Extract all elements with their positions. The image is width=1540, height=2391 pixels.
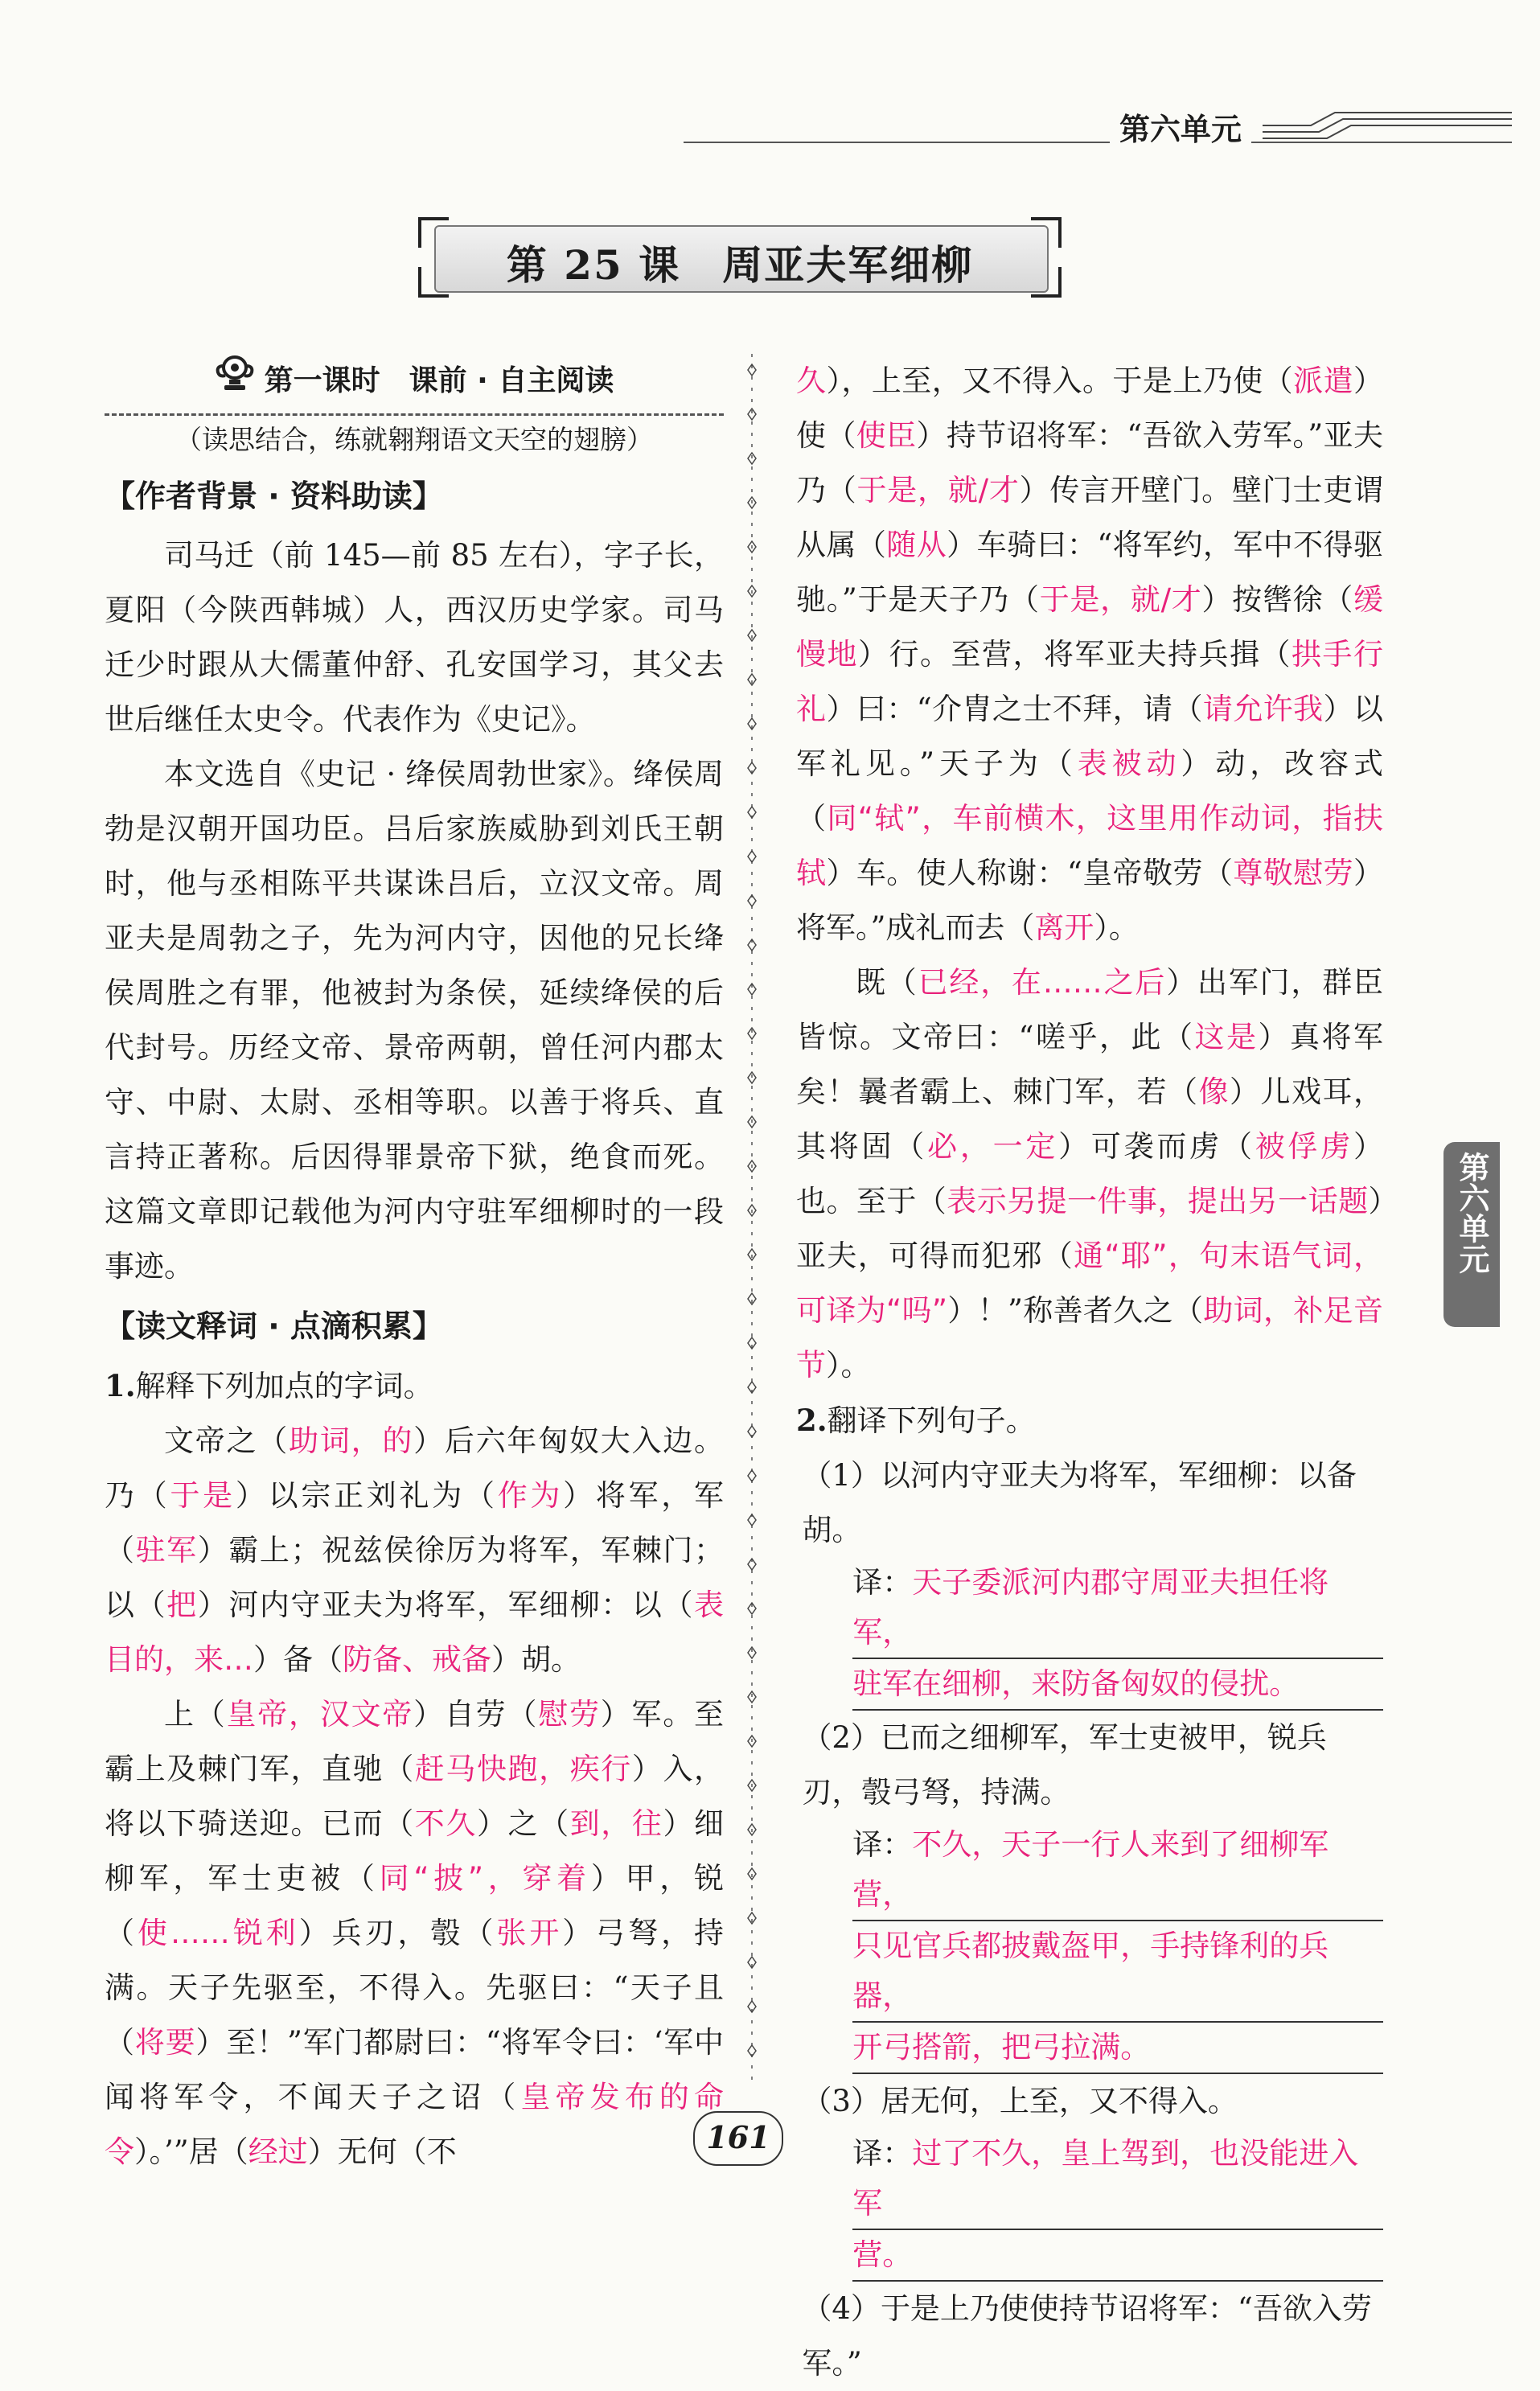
handwritten-annotation: 防备、戒备 [343,1641,491,1677]
item-sentence: 以河内守亚夫为将军，军细柳：以备胡。 [802,1458,1357,1547]
passage-text: ）也。至于（ [796,1129,1384,1218]
handwritten-annotation: 作为 [497,1477,564,1513]
passage-paragraph [105,1414,724,1687]
handwritten-annotation: 像 [1198,1074,1230,1109]
handwritten-annotation: 派遣 [1293,364,1354,398]
translation-sentence [802,2282,1383,2391]
passage-text: ），上至，又不得入。于是上乃使（ [826,364,1294,398]
passage-text: 文帝之（ [164,1423,290,1458]
header-decoration [1263,109,1512,142]
translation-item [796,1711,1383,2074]
answer-line [852,1558,1383,1659]
handwritten-answer: 不久，天子一行人来到了细柳军营， [852,1827,1329,1912]
handwritten-annotation: 赶马快跑，疾行 [414,1751,632,1786]
question-text: 翻译下列句子。 [827,1403,1036,1438]
item-sentence: 已而之细柳军，军士吏被甲，锐兵刃，彀弓弩，持满。 [802,1720,1327,1810]
passage-text: ）。’”居（ [134,2134,248,2169]
left-column [105,354,724,2179]
handwritten-annotation: 同“轼”，车前横木，这里用作动词，指扶轼 [796,801,1384,890]
item-sentence: 居无何，上至，又不得入。 [880,2084,1238,2118]
passage-text: ）后六年匈奴大入边。乃（ [105,1423,725,1513]
passage-text: ）以军礼见。”天子为（ [796,692,1384,781]
answer-line [852,2129,1383,2230]
divider-diamond [748,1470,756,1481]
question-2 [796,1393,1383,1448]
handwritten-annotation: 把 [166,1587,198,1622]
period-heading [105,354,724,410]
handwritten-annotation: 离开 [1034,910,1094,945]
passage-paragraph-continued [796,354,1383,955]
passage-text: ）行。至营，将军亚夫持兵揖（ [858,637,1292,672]
answer-block [852,1820,1383,2074]
answer-line [852,2023,1383,2074]
passage-text: ）传言开壁门。壁门士吏谓从属（ [796,473,1384,562]
lesson-title-box [418,217,1062,298]
handwritten-annotation: 这是 [1194,1020,1259,1054]
right-column [796,354,1383,2391]
passage-text: ）曰：“介胄之士不拜，请（ [826,692,1203,726]
translation-list [796,1448,1383,2391]
section-heading-background: 【作者背景 · 资料助读】 [105,478,443,514]
handwritten-annotation: 助词，的 [289,1423,414,1458]
passage-text: ）胡。 [491,1641,581,1677]
handwritten-answer: 只见官兵都披戴盔甲，手持锋利的兵器， [852,1929,1329,2013]
unit-header [684,103,1512,147]
passage-text: ）之（ [476,1806,570,1841]
passage-text: ）以宗正刘礼为（ [235,1477,498,1513]
translation-label: 译： [852,1565,913,1600]
answer-line [852,1921,1383,2023]
passage-text: ）将军。”成礼而去（ [796,856,1384,945]
handwritten-annotation: 使臣 [856,418,917,453]
handwritten-annotation: 使……锐利 [137,1915,299,1950]
passage-text: ）细柳军，军士吏被（ [105,1806,725,1896]
handwritten-annotation: 不久 [414,1806,477,1841]
divider-diamond [748,851,756,862]
handwritten-annotation: 缓慢地 [796,582,1383,672]
translation-label: 译： [852,2136,913,2171]
answer-line [852,2230,1383,2282]
period-title: 第一课时 课前 · 自主阅读 [264,364,614,397]
item-label: （3） [802,2084,881,2118]
handwritten-answer: 驻军在细柳，来防备匈奴的侵扰。 [852,1666,1300,1701]
handwritten-annotation: 将要 [134,2024,196,2060]
passage-text: ）按辔徐（ [1201,582,1353,617]
answer-block [852,1558,1383,1711]
passage-text: ）亚夫，可得而犯邪（ [796,1184,1384,1273]
passage-text: ）军。至霸上及棘门军，直驰（ [105,1696,725,1786]
passage-text: ）使（ [796,364,1384,453]
column-divider [744,354,760,2083]
passage-text: ）入，将以下骑送迎。已而（ [105,1751,725,1841]
handwritten-answer: 过了不久，皇上驾到，也没能进入军 [852,2136,1359,2221]
translation-sentence [802,1448,1383,1558]
translation-item [796,2074,1383,2282]
passage-paragraph [105,1687,724,2179]
passage-text: ）！”称善者久之（ [947,1293,1204,1328]
source-paragraph: 本文选自《史记 · 绛侯周勃世家》。绛侯周勃是汉朝开国功臣。吕后家族威胁到刘氏王朝时，他与丞相陈平共谋诛吕后，立汉文帝。周亚夫是周勃之子，先为河内守，因他的兄长绛侯周胜之有罪，他被封为条侯，延续绛侯的后代封号。历经文帝、景帝两朝，曾任河内郡太守、中尉、太尉、丞相等职。以善于将兵、直言持正著称。后因得罪景帝下狱，绝食而死。这篇文章即记载他为河内守驻军细柳时的一段事迹。 [105,756,724,1284]
passage-text: ）出军门，群臣皆惊。文帝曰：“嗟乎，此（ [796,965,1384,1054]
passage-text: ）弓弩，持满。天子先驱至，不得入。先驱曰：“天子且（ [105,1915,725,2060]
period-subtitle: （读思结合，练就翱翔语文天空的翅膀） [105,413,724,464]
handwritten-annotation: 皇帝，汉文帝 [226,1696,414,1732]
answer-line [852,1820,1383,1921]
handwritten-annotation: 皇帝发布的命令 [105,2079,725,2169]
handwritten-answer: 营。 [852,2237,913,2272]
handwritten-annotation: 久 [796,364,827,398]
translation-sentence [802,2074,1383,2129]
handwritten-annotation: 于是，就/才 [1039,582,1202,617]
passage-text: ）将军，军（ [105,1477,725,1567]
passage-text: ）自劳（ [413,1696,539,1732]
passage-text: 不 [426,2134,457,2169]
lesson-title: 第 25 课 周亚夫军细柳 [506,241,974,289]
handwritten-annotation: 同“披”，穿着 [379,1860,591,1896]
passage-text: ）霸上；祝兹侯徐厉为将军，军棘门；以（ [105,1532,725,1622]
passage-text: ）甲，锐（ [105,1860,724,1950]
page-number: 161 [693,2111,783,2166]
handwritten-annotation: 张开 [496,1915,563,1950]
passage-text: ）至！”军门都尉曰：“将军令曰：‘军中闻将军令，不闻天子之诏（ [105,2024,725,2114]
translation-sentence [802,1711,1383,1820]
question-1 [105,1358,724,1414]
passage-text: ）真将军矣！曩者霸上、棘门军，若（ [796,1020,1384,1109]
passage-text: ）可袭而虏（ [1058,1129,1255,1164]
question-number: 1. [105,1367,136,1403]
handwritten-annotation: 随从 [886,528,947,562]
translation-item [796,1448,1383,1711]
passage-left [105,1414,724,2179]
handwritten-annotation: 驻军 [135,1532,198,1567]
header-rule [684,142,1512,143]
passage-text: 上（ [164,1696,227,1732]
item-label: （4） [802,2291,881,2326]
passage-text: ）车骑曰：“将军约，军中不得驱驰。”于是天子乃（ [796,528,1384,617]
handwritten-answer: 天子委派河内郡守周亚夫担任将军， [852,1565,1329,1649]
handwritten-annotation: 已经，在……之后 [918,965,1167,1000]
answer-line [852,1659,1383,1711]
handwritten-annotation: 被俘虏 [1255,1129,1354,1164]
passage-text: ）河内守亚夫为将军，军细柳：以（ [197,1587,695,1622]
passage-paragraph [796,955,1383,1393]
trophy-icon [215,355,255,410]
author-paragraph: 司马迁（前 145—前 85 左右），字子长，夏阳（今陕西韩城）人，西汉历史学家。司马迁少时跟从大儒董仲舒、孔安国学习，其父去世后继任太史令。代表作为《史记》。 [105,537,724,737]
passage-right [796,354,1383,1393]
answer-block [852,2129,1383,2282]
passage-text: ）。 [1094,910,1139,945]
question-text: 解释下列加点的字词。 [135,1368,433,1403]
unit-side-tab [1443,1142,1500,1327]
question-number: 2. [796,1403,827,1438]
passage-text: ）备（ [253,1641,343,1677]
translation-label: 译： [852,1827,913,1862]
handwritten-annotation: 必，一定 [927,1129,1059,1164]
handwritten-annotation: 于是 [170,1477,236,1513]
handwritten-annotation: 表被动 [1077,746,1181,781]
handwritten-annotation: 慰劳 [538,1696,601,1732]
passage-text: ）持节诏将军：“吾欲入劳军。”亚夫乃（ [796,418,1383,507]
passage-text: ）动，改容式（ [796,746,1384,836]
handwritten-annotation: 到，往 [569,1806,663,1841]
translation-item [796,2282,1383,2391]
handwritten-annotation: 经过 [248,2134,308,2169]
passage-text: ）车。使人称谢：“皇帝敬劳（ [826,856,1234,890]
handwritten-annotation: 表目的，来… [105,1587,725,1677]
handwritten-answer: 开弓搭箭，把弓拉满。 [852,2030,1151,2064]
handwritten-annotation: 拱手行礼 [796,637,1383,726]
passage-text: 既（ [856,965,918,1000]
handwritten-annotation: 尊敬慰劳 [1233,856,1354,890]
passage-text: ）兵刃，彀（ [298,1915,497,1950]
passage-text: ）。 [826,1348,871,1382]
unit-title: 第六单元 [1110,105,1251,149]
item-label: （2） [802,1720,881,1755]
handwritten-annotation: 助词，补足音节 [796,1293,1384,1382]
handwritten-annotation: 表示另提一件事，提出另一话题 [947,1184,1369,1218]
handwritten-annotation: 于是，就/才 [856,473,1020,507]
handwritten-annotation: 通“耶”，句末语气词，可译为“吗” [796,1239,1383,1328]
side-tab-text: 第六单元 [1454,1152,1489,1274]
passage-text: ）无何（ [307,2134,427,2169]
item-label: （1） [802,1458,881,1493]
section-heading-vocabulary: 【读文释词 · 点滴积累】 [105,1308,443,1344]
passage-text: ）儿戏耳，其将固（ [796,1074,1383,1164]
handwritten-annotation: 请允许我 [1202,692,1324,726]
item-sentence: 于是上乃使使持节诏将军：“吾欲入劳军。” [802,2291,1372,2381]
